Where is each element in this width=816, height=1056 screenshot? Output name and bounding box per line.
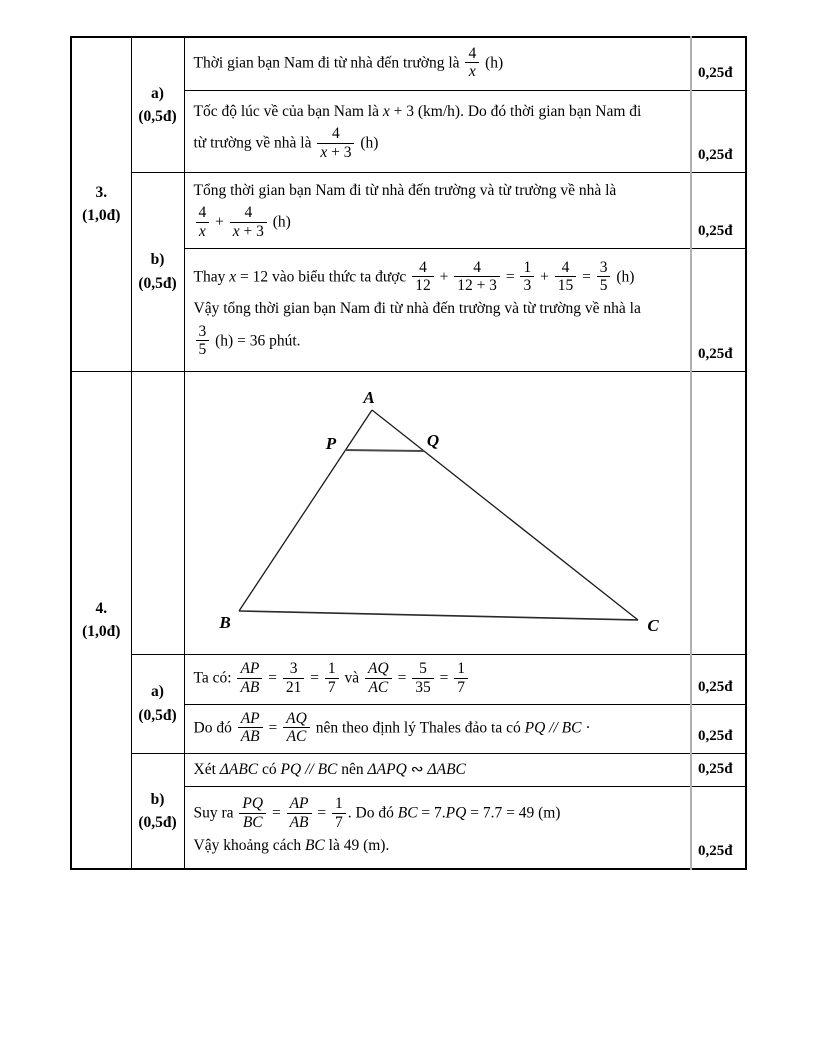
figure-cell xyxy=(184,371,691,654)
part-4a-label: a) xyxy=(151,683,164,701)
vertex-label-c: C xyxy=(646,615,659,635)
part-4b-cell xyxy=(131,753,184,869)
question-3-score: (1,0đ) xyxy=(82,207,121,225)
answer-4a-line2: Do đó $\frac{AP}{AB}$ = $\frac{AQ}{AC}$ nên theo định lý Thales đảo ta có PQ // BC · xyxy=(184,704,691,753)
part-3b-label: b) xyxy=(150,251,165,269)
points-4b-line1: 0,25đ xyxy=(691,753,746,786)
question-4-number: 4. xyxy=(95,599,108,617)
points-3a-line1: 0,25đ xyxy=(691,37,746,90)
points-3b-line1: 0,25đ xyxy=(691,172,746,248)
answer-4b-line1: Xét ΔABC có PQ // BC nên ΔAPQ ∾ ΔABC xyxy=(184,753,691,786)
answer-3b-line1: Tổng thời gian bạn Nam đi từ nhà đến trường và từ trường về nhà là $\frac{4}{x}$ + $\frac{4}{x + 3}$ (h) xyxy=(184,172,691,248)
part-4b-label: b) xyxy=(150,790,165,808)
segment-pq xyxy=(345,450,424,451)
figure-row-part-cell xyxy=(131,371,184,654)
grading-rubric-table xyxy=(70,36,747,870)
question-3-cell xyxy=(71,37,131,371)
answer-3a-line1: Thời gian bạn Nam đi từ nhà đến trường là $\frac{4}{x}$ (h) xyxy=(184,37,691,90)
part-4b-score: (0,5đ) xyxy=(138,813,177,831)
triangle-figure xyxy=(185,372,689,649)
part-3b-cell xyxy=(131,172,184,371)
part-4a-cell xyxy=(131,654,184,753)
question-3-number: 3. xyxy=(95,184,108,201)
points-4b-line2: 0,25đ xyxy=(691,786,746,869)
vertex-label-a: A xyxy=(362,387,375,407)
side-ac xyxy=(372,410,638,620)
question-4-cell xyxy=(71,371,131,869)
points-3b-line2: 0,25đ xyxy=(691,248,746,371)
question-4-score: (1,0đ) xyxy=(82,622,121,640)
points-4a-line2: 0,25đ xyxy=(691,704,746,753)
part-3a-score: (0,5đ) xyxy=(138,107,177,125)
point-label-q: Q xyxy=(426,430,439,450)
figure-row-points-cell xyxy=(691,371,746,654)
part-3b-score: (0,5đ) xyxy=(138,274,177,292)
answer-4a-line1: Ta có: $\frac{AP}{AB}$ = $\frac{3}{21}$ = $\frac{1}{7}$ và $\frac{AQ}{AC}$ = $\frac{5}{35}$ = $\frac{1}{7}$ xyxy=(184,654,691,704)
vertex-label-b: B xyxy=(218,612,231,632)
side-bc xyxy=(239,611,638,620)
part-4a-score: (0,5đ) xyxy=(138,706,177,724)
part-3a-label: a) xyxy=(151,84,164,102)
point-label-p: P xyxy=(325,433,336,453)
side-ab xyxy=(239,410,372,611)
points-4a-line1: 0,25đ xyxy=(691,654,746,704)
answer-3a-line2: Tốc độ lúc về của bạn Nam là x + 3 (km/h). Do đó thời gian bạn Nam đi từ trường về nhà là $\frac{4}{x + 3}$ (h) xyxy=(184,90,691,172)
part-3a-cell xyxy=(131,37,184,172)
answer-3b-line2: Thay x = 12 vào biểu thức ta được $\frac{4}{12}$ + $\frac{4}{12 + 3}$ = $\frac{1}{3}$ + $\frac{4}{15}$ = $\frac{3}{5}$ (h) Vậy tổng thời gian bạn Nam đi từ nhà đến trường và từ trường về nhà la $\frac{3}{5}$ (h) = 36 phút. xyxy=(184,248,691,371)
points-3a-line2: 0,25đ xyxy=(691,90,746,172)
answer-4b-line2: Suy ra $\frac{PQ}{BC}$ = $\frac{AP}{AB}$ = $\frac{1}{7}$ . Do đó BC = 7.PQ = 7.7 = 49 (m) Vậy khoảng cách BC là 49 (m). xyxy=(184,786,691,869)
